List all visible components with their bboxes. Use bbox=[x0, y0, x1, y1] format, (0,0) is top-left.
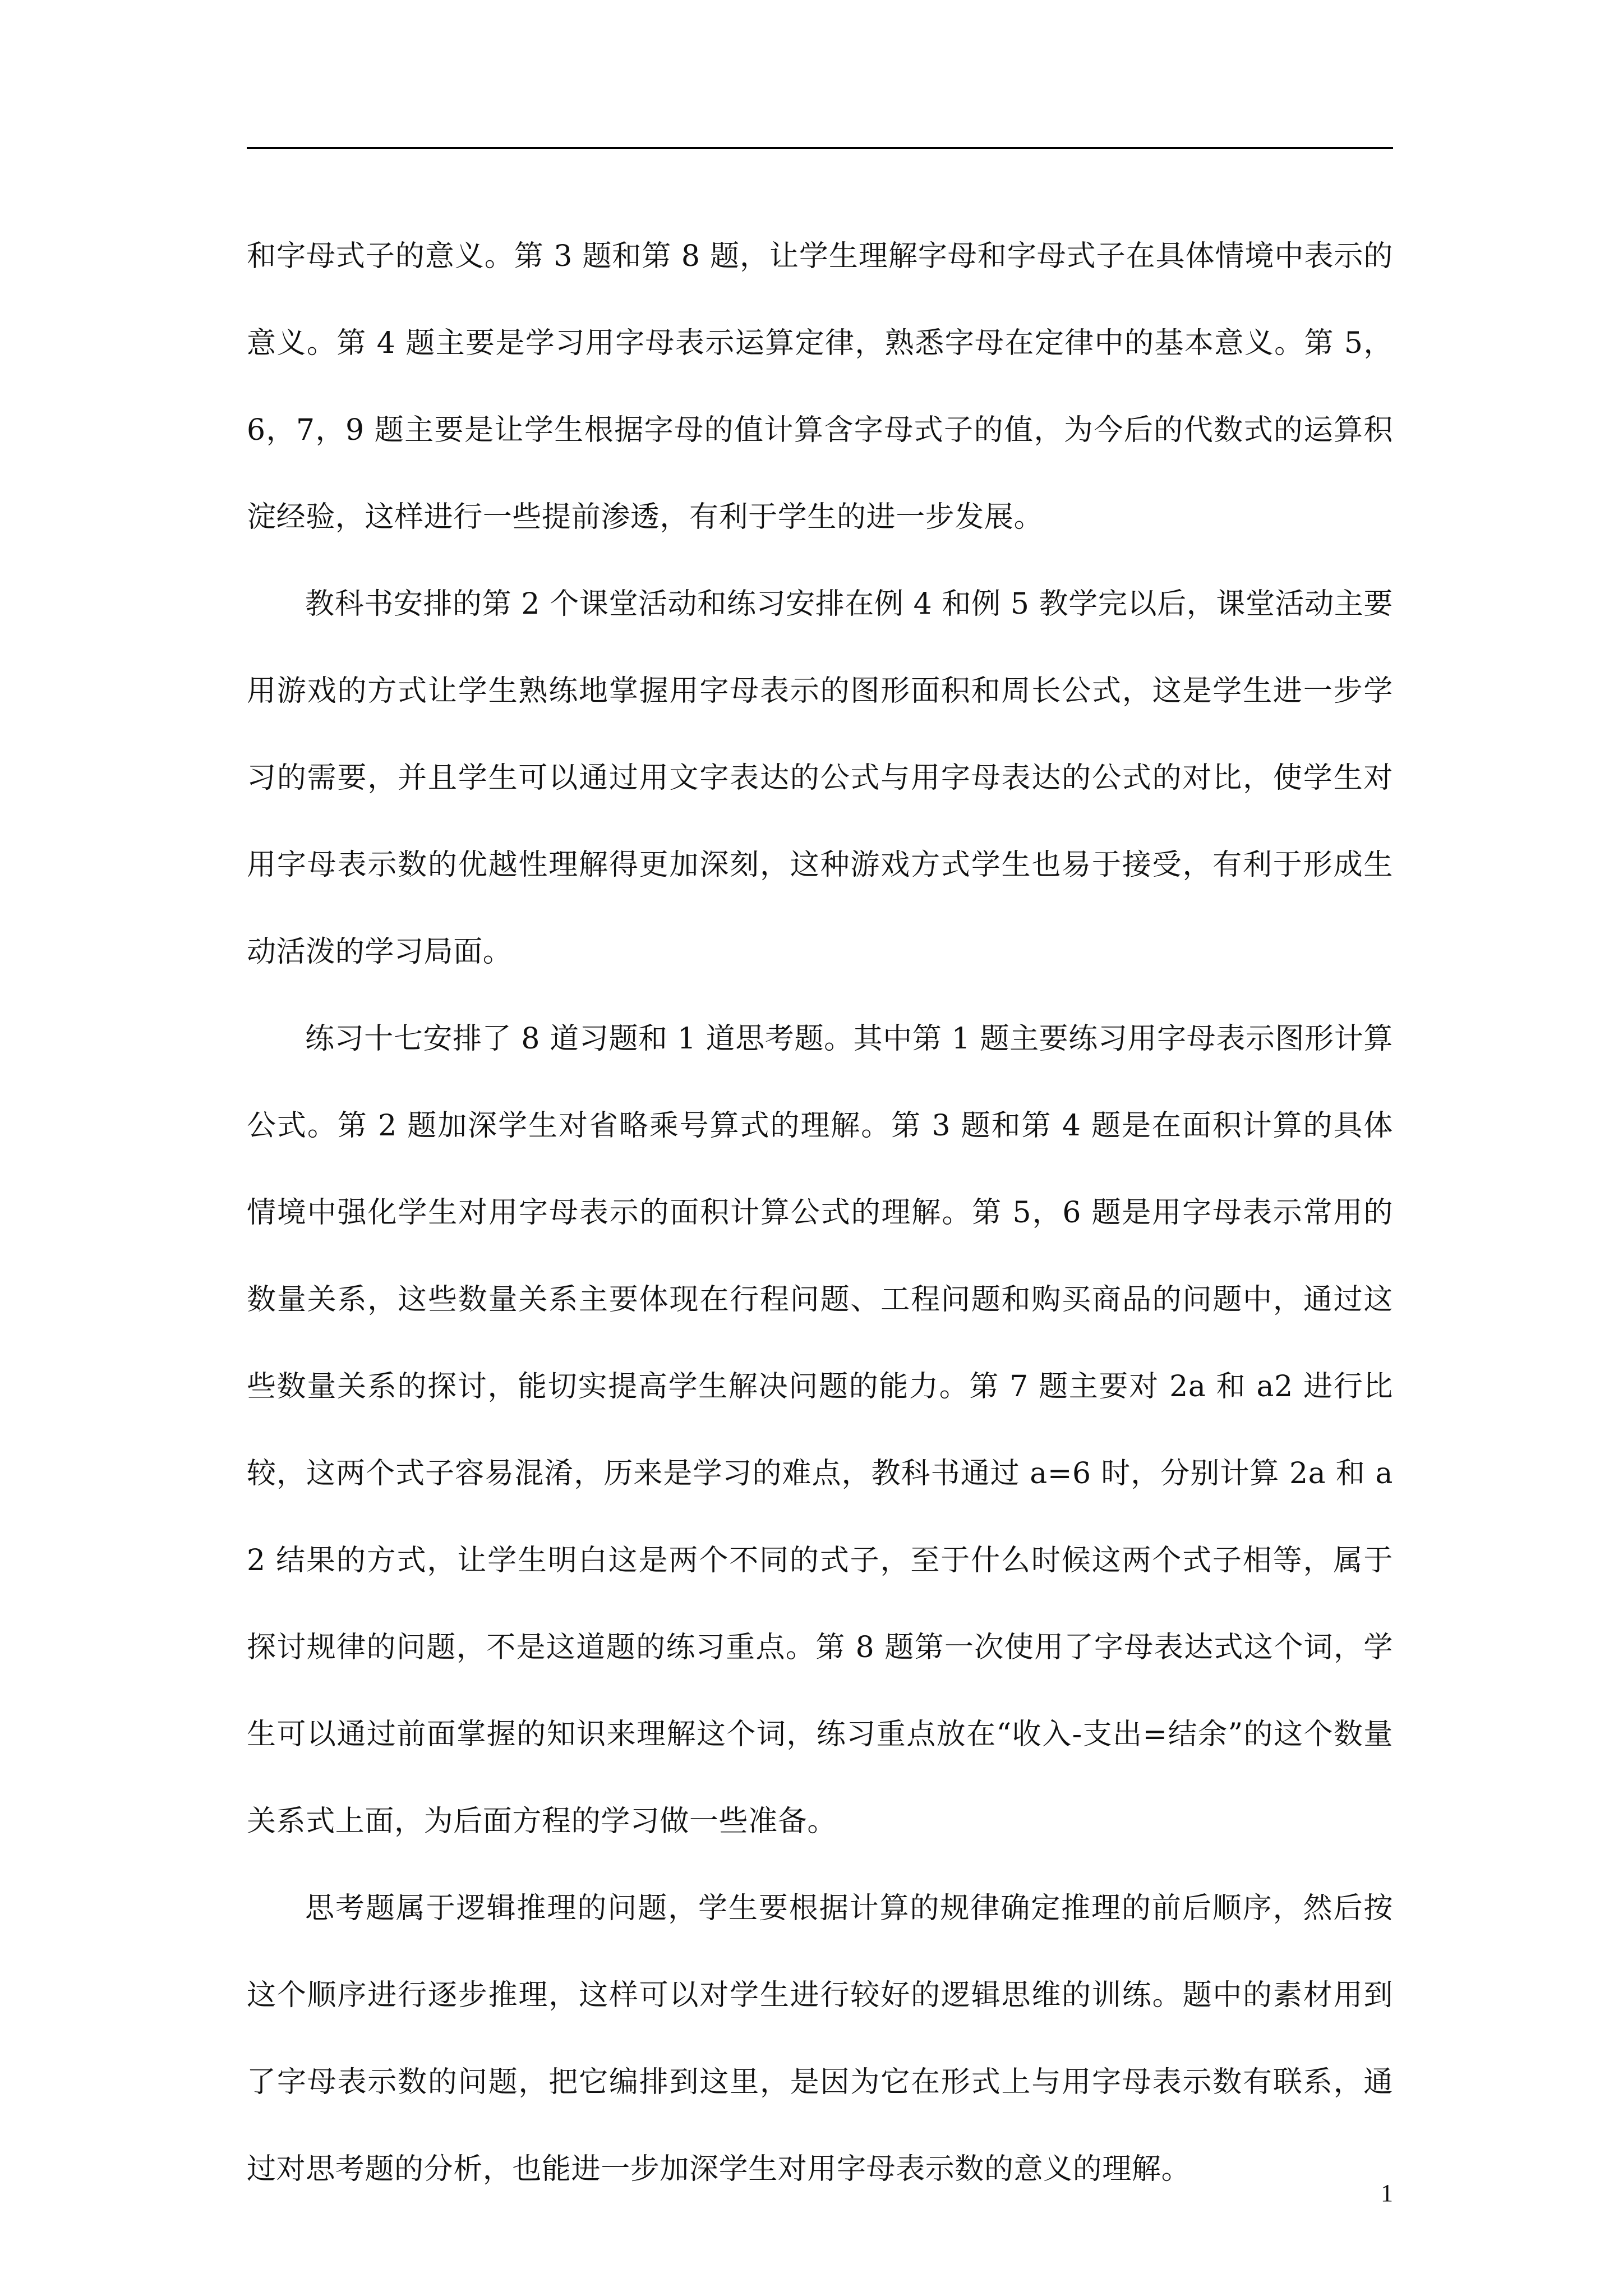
paragraph-2: 教科书安排的第 2 个课堂活动和练习安排在例 4 和例 5 教学完以后，课堂活动主要用游戏的方式让学生熟练地掌握用字母表示的图形面积和周长公式，这是学生进一步学习的需要，并且学生可以通过用文字表达的公式与用字母表达的公式的对比，使学生对用字母表示数的优越性理解得更加深刻，这种游戏方式学生也易于接受，有利于形成生动活泼的学习局面。 bbox=[247, 587, 1393, 969]
header-rule bbox=[247, 147, 1393, 149]
paragraph-3: 练习十七安排了 8 道习题和 1 道思考题。其中第 1 题主要练习用字母表示图形计算公式。第 2 题加深学生对省略乘号算式的理解。第 3 题和第 4 题是在面积计算的具体情境中强化学生对用字母表示的面积计算公式的理解。第 5，6 题是用字母表示常用的数量关系，这些数量关系主要体现在行程问题、工程问题和购买商品的问题中，通过这些数量关系的探讨，能切实提高学生解决问题的能力。第 7 题主要对 2a 和 a2 进行比较，这两个式子容易混淆，历来是学习的难点，教科书通过 a=6 时，分别计算 2a 和 a2 结果的方式，让学生明白这是两个不同的式子，至于什么时候这两个式子相等，属于探讨规律的问题，不是这道题的练习重点。第 8 题第一次使用了字母表达式这个词，学生可以通过前面掌握的知识来理解这个词，练习重点放在“收入-支出=结余”的这个数量关系式上面，为后面方程的学习做一些准备。 bbox=[247, 1022, 1393, 1838]
page-number: 1 bbox=[1381, 2179, 1393, 2207]
paragraph-4: 思考题属于逻辑推理的问题，学生要根据计算的规律确定推理的前后顺序，然后按这个顺序进行逐步推理，这样可以对学生进行较好的逻辑思维的训练。题中的素材用到了字母表示数的问题，把它编排到这里，是因为它在形式上与用字母表示数有联系，通过对思考题的分析，也能进一步加深学生对用字母表示数的意义的理解。 bbox=[247, 1892, 1393, 2186]
paragraph-1: 和字母式子的意义。第 3 题和第 8 题，让学生理解字母和字母式子在具体情境中表示的意义。第 4 题主要是学习用字母表示运算定律，熟悉字母在定律中的基本意义。第 5，6，7，9 题主要是让学生根据字母的值计算含字母式子的值，为今后的代数式的运算积淀经验，这样进行一些提前渗透，有利于学生的进一步发展。 bbox=[247, 240, 1393, 534]
document-body bbox=[247, 213, 1393, 2213]
